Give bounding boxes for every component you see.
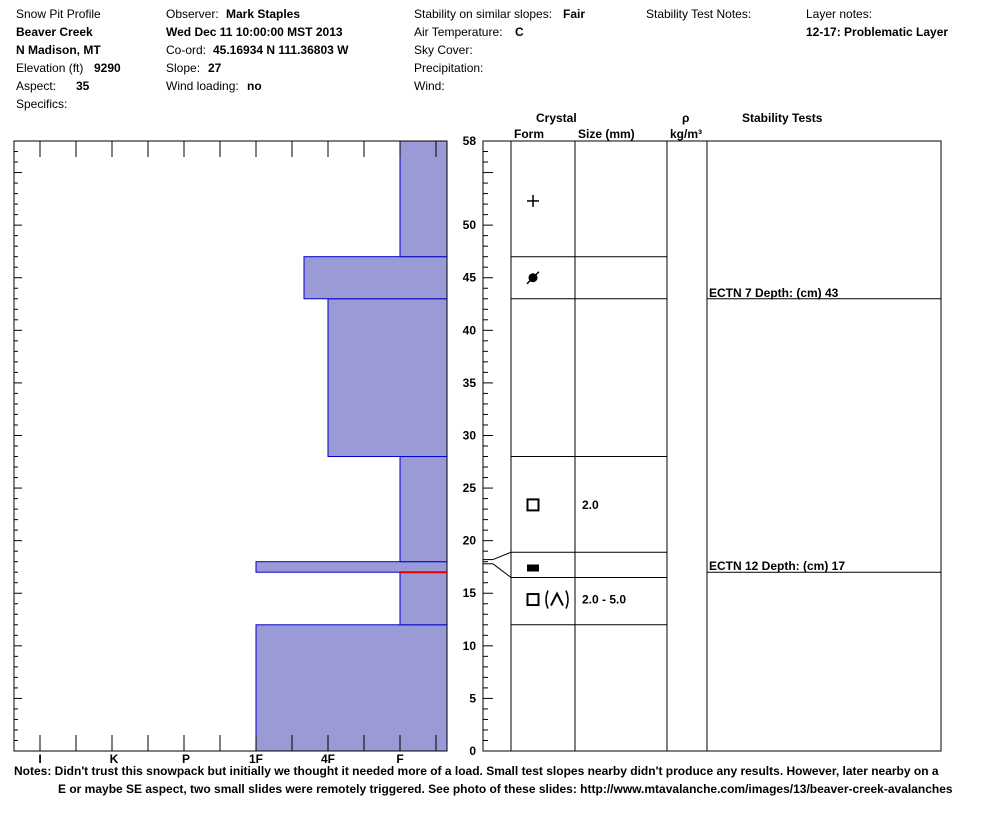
hardness-label-I: I <box>38 752 42 766</box>
stability-test-notes-label: Stability Test Notes: <box>646 7 752 21</box>
crystal-header: Crystal <box>536 111 577 125</box>
profile-title: Snow Pit Profile <box>16 7 101 21</box>
y-tick-label-20: 20 <box>462 533 476 548</box>
aspect-value: 35 <box>76 79 90 93</box>
location: Beaver Creek <box>16 25 93 39</box>
y-tick-label-40: 40 <box>462 323 476 338</box>
observer-label: Observer: <box>166 7 219 21</box>
crystal-size-label-4: 2.0 - 5.0 <box>582 592 627 607</box>
hardness-layer-0 <box>256 625 447 751</box>
size-header: Size (mm) <box>578 127 635 141</box>
region: N Madison, MT <box>16 43 101 57</box>
notes-line-1: Notes: Didn't trust this snowpack but initially we thought it needed more of a load. Small test slopes nearby didn't produce any results. However, later nearby on a <box>14 764 939 778</box>
rho-header: ρ <box>682 111 690 125</box>
layer-connector-b <box>493 552 511 559</box>
air-temp-label: Air Temperature: <box>414 25 503 39</box>
y-tick-label-10: 10 <box>462 638 476 653</box>
crystal-faceted-icon <box>528 594 539 605</box>
elevation-value: 9290 <box>94 61 121 75</box>
observer-value: Mark Staples <box>226 7 301 21</box>
form-header: Form <box>514 127 544 141</box>
hardness-label-K: K <box>109 752 119 766</box>
y-tick-label-15: 15 <box>462 586 476 601</box>
density-unit-header: kg/m³ <box>670 127 703 141</box>
hardness-label-4F: 4F <box>320 752 336 766</box>
hardness-label-F: F <box>396 752 404 766</box>
stability-tests-header: Stability Tests <box>742 111 823 125</box>
wind-loading-label: Wind loading: <box>166 79 239 93</box>
y-tick-label-25: 25 <box>462 481 476 496</box>
layer-notes-label: Layer notes: <box>806 7 873 21</box>
y-tick-label-30: 30 <box>462 428 476 443</box>
y-tick-label-5: 5 <box>469 691 476 706</box>
slope-label: Slope: <box>166 61 201 75</box>
stability-value: Fair <box>563 7 586 21</box>
layer-note: 12-17: Problematic Layer <box>806 25 949 39</box>
crystal-melt-freeze-icon <box>527 565 539 572</box>
stability-label: Stability on similar slopes: <box>414 7 553 21</box>
hardness-layer-3 <box>400 457 447 562</box>
stability-test-label-1: ECTN 12 Depth: (cm) 17 <box>709 559 846 574</box>
hardness-label-1F: 1F <box>248 752 264 766</box>
hardness-label-P: P <box>181 752 191 766</box>
crystal-size-label-2: 2.0 <box>582 497 599 512</box>
wind-label: Wind: <box>414 79 445 93</box>
y-tick-label-58: 58 <box>462 134 476 148</box>
y-tick-label-50: 50 <box>462 218 476 233</box>
crystal-depth-hoar-icon <box>551 594 563 606</box>
data-table-frame <box>483 141 941 751</box>
slope-value: 27 <box>208 61 222 75</box>
observation-date: Wed Dec 11 10:00:00 MST 2013 <box>166 25 343 39</box>
y-tick-label-0: 0 <box>469 744 476 758</box>
elevation-label: Elevation (ft) <box>16 61 84 75</box>
hardness-layer-6 <box>400 141 447 257</box>
crystal-faceted-icon <box>528 499 539 510</box>
aspect-label: Aspect: <box>16 79 57 93</box>
wind-loading-value: no <box>247 79 262 93</box>
sky-cover-label: Sky Cover: <box>414 43 473 57</box>
hardness-layer-1 <box>400 572 447 625</box>
coord-label: Co-ord: <box>166 43 207 57</box>
crystal-paren-right-icon <box>566 591 568 609</box>
crystal-paren-left-icon <box>546 591 548 609</box>
y-tick-label-45: 45 <box>462 270 476 285</box>
air-temp-value: C <box>515 25 524 39</box>
hardness-layer-2 <box>256 562 447 573</box>
coord-value: 45.16934 N 111.36803 W <box>213 43 349 57</box>
hardness-layer-4 <box>328 299 447 457</box>
stability-test-label-0: ECTN 7 Depth: (cm) 43 <box>709 285 839 300</box>
precipitation-label: Precipitation: <box>414 61 484 75</box>
specifics-label: Specifics: <box>16 97 68 111</box>
hardness-layer-5 <box>304 257 447 299</box>
y-tick-label-35: 35 <box>462 375 476 390</box>
notes-line-2: E or maybe SE aspect, two small slides were remotely triggered. See photo of these slides: http://www.mtavalanche.com/images/13/beaver-creek-avalanches <box>58 782 953 796</box>
layer-connector-d <box>493 564 511 578</box>
